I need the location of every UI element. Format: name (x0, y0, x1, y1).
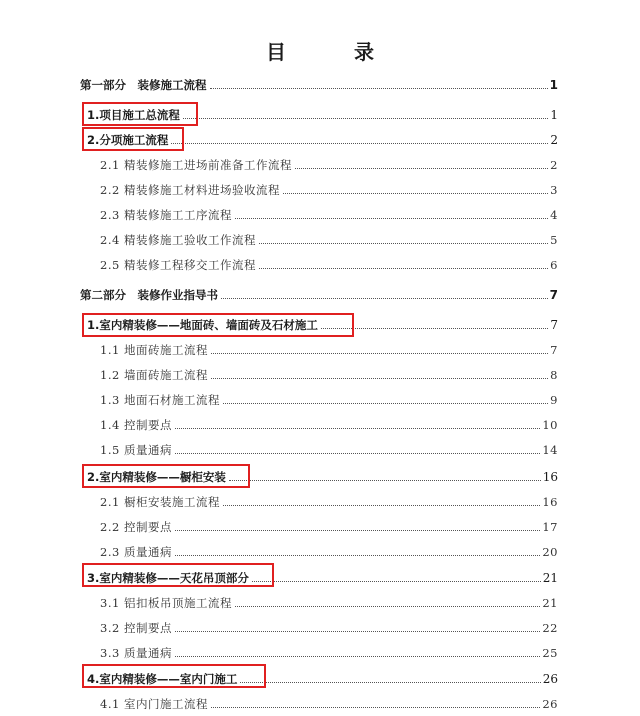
toc-subsection-entry[interactable] (100, 152, 558, 172)
toc-page-number: 5 (550, 233, 558, 247)
toc-page-number: 21 (542, 596, 558, 610)
toc-entry-label: 1.3 地面石材施工流程 (100, 393, 220, 407)
dot-leader (175, 656, 540, 657)
toc-subsection-entry[interactable] (100, 437, 558, 457)
toc-subsection-entry[interactable] (100, 412, 558, 432)
toc-section-entry[interactable] (87, 565, 558, 585)
toc-page-number: 2 (550, 158, 558, 172)
toc-page-number: 8 (550, 368, 558, 382)
dot-leader (175, 530, 540, 531)
dot-leader (210, 88, 548, 89)
dot-leader (211, 378, 548, 379)
toc-section-entry[interactable] (87, 666, 558, 686)
dot-leader (223, 403, 548, 404)
toc-entry-label: 4.1 室内门施工流程 (100, 697, 208, 711)
dot-leader (235, 218, 548, 219)
toc-entry-label: 1.4 控制要点 (100, 418, 172, 432)
toc-entry-label: 2.2 精装修施工材料进场验收流程 (100, 183, 280, 197)
toc-page-number: 7 (550, 318, 558, 332)
toc-section-entry[interactable] (87, 102, 558, 122)
dot-leader (235, 606, 540, 607)
toc-entry-label: 1.2 墙面砖施工流程 (100, 368, 208, 382)
dot-leader (240, 682, 540, 683)
toc-subsection-entry[interactable] (100, 202, 558, 222)
toc-subsection-entry[interactable] (100, 691, 558, 711)
dot-leader (229, 480, 541, 481)
dot-leader (223, 505, 540, 506)
toc-entry-label: 1.1 地面砖施工流程 (100, 343, 208, 357)
toc-page-number: 16 (542, 470, 558, 484)
toc-entry-label: 2.分项施工流程 (87, 133, 169, 147)
toc-subsection-entry[interactable] (100, 227, 558, 247)
toc-entry-label: 3.2 控制要点 (100, 621, 172, 635)
dot-leader (259, 243, 548, 244)
toc-page-number: 21 (542, 571, 558, 585)
toc-section-entry[interactable] (87, 312, 558, 332)
toc-page-number: 22 (542, 621, 558, 635)
dot-leader (175, 453, 540, 454)
toc-page-number: 25 (542, 646, 558, 660)
toc-entry-label: 3.3 质量通病 (100, 646, 172, 660)
dot-leader (259, 268, 548, 269)
dot-leader (175, 631, 540, 632)
toc-page-number: 1 (549, 78, 558, 92)
toc-subsection-entry[interactable] (100, 539, 558, 559)
toc-entry-label: 1.室内精装修——地面砖、墙面砖及石材施工 (87, 318, 318, 332)
toc-entry-label: 2.室内精装修——橱柜安装 (87, 470, 226, 484)
dot-leader (295, 168, 548, 169)
toc-subsection-entry[interactable] (100, 337, 558, 357)
toc-page-number: 16 (542, 495, 558, 509)
dot-leader (171, 143, 548, 144)
toc-page-number: 3 (550, 183, 558, 197)
toc-entry-label: 2.1 橱柜安装施工流程 (100, 495, 220, 509)
toc-subsection-entry[interactable] (100, 362, 558, 382)
toc-page-number: 26 (542, 672, 558, 686)
toc-page-number: 7 (549, 288, 558, 302)
toc-part-entry[interactable] (80, 282, 558, 302)
toc-entry-label: 1.项目施工总流程 (87, 108, 180, 122)
dot-leader (283, 193, 548, 194)
toc-page-number: 17 (542, 520, 558, 534)
dot-leader (252, 581, 541, 582)
toc-page-number: 14 (542, 443, 558, 457)
toc-subsection-entry[interactable] (100, 387, 558, 407)
toc-page-number: 20 (542, 545, 558, 559)
toc-subsection-entry[interactable] (100, 489, 558, 509)
dot-leader (183, 118, 548, 119)
toc-page-number: 1 (550, 108, 558, 122)
toc-entry-label: 第一部分 装修施工流程 (80, 78, 207, 92)
toc-subsection-entry[interactable] (100, 640, 558, 660)
dot-leader (321, 328, 548, 329)
toc-entry-label: 2.4 精装修施工验收工作流程 (100, 233, 256, 247)
dot-leader (211, 707, 540, 708)
toc-entry-label: 2.1 精装修施工进场前准备工作流程 (100, 158, 292, 172)
toc-entry-label: 1.5 质量通病 (100, 443, 172, 457)
dot-leader (211, 353, 548, 354)
dot-leader (175, 555, 540, 556)
toc-entry-label: 2.3 质量通病 (100, 545, 172, 559)
toc-subsection-entry[interactable] (100, 590, 558, 610)
toc-section-entry[interactable] (87, 127, 558, 147)
toc-page-number: 9 (550, 393, 558, 407)
toc-entry-label: 第二部分 装修作业指导书 (80, 288, 218, 302)
toc-subsection-entry[interactable] (100, 615, 558, 635)
toc-page-number: 26 (542, 697, 558, 711)
toc-entry-label: 2.2 控制要点 (100, 520, 172, 534)
toc-part-entry[interactable] (80, 72, 558, 92)
dot-leader (221, 298, 548, 299)
toc-entry-label: 3.1 铝扣板吊顶施工流程 (100, 596, 232, 610)
toc-entry-label: 2.5 精装修工程移交工作流程 (100, 258, 256, 272)
toc-entry-label: 4.室内精装修——室内门施工 (87, 672, 238, 686)
toc-page-number: 2 (550, 133, 558, 147)
toc-subsection-entry[interactable] (100, 514, 558, 534)
toc-subsection-entry[interactable] (100, 252, 558, 272)
toc-page-number: 4 (550, 208, 558, 222)
toc-section-entry[interactable] (87, 464, 558, 484)
toc-page-number: 6 (550, 258, 558, 272)
toc-entry-label: 2.3 精装修施工工序流程 (100, 208, 232, 222)
page-title: 目 录 (266, 40, 398, 64)
dot-leader (175, 428, 540, 429)
toc-entry-label: 3.室内精装修——天花吊顶部分 (87, 571, 249, 585)
toc-page-number: 7 (550, 343, 558, 357)
toc-page-number: 10 (542, 418, 558, 432)
toc-subsection-entry[interactable] (100, 177, 558, 197)
